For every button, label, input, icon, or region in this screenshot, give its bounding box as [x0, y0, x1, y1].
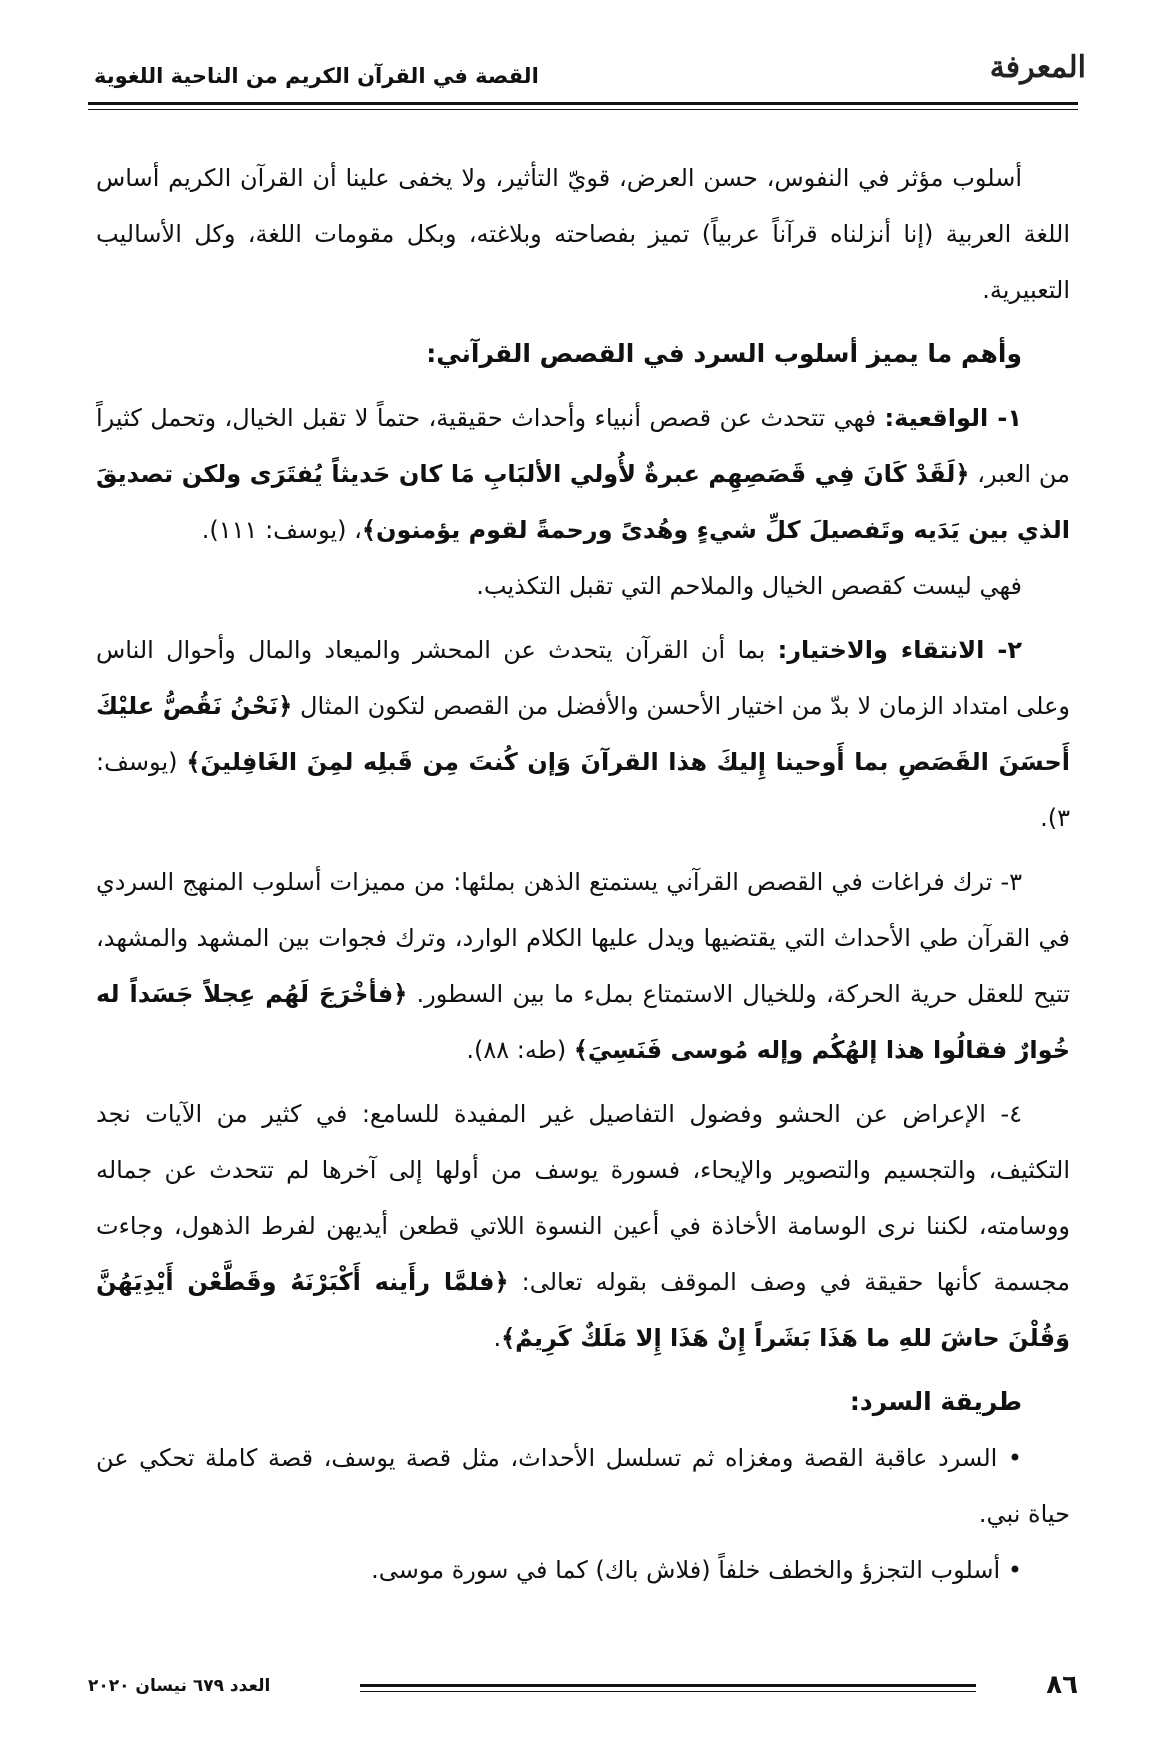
quran-verse: ﴿لَقَدْ كَانَ فِي قَصَصِهِم عبرةٌ لأُولي الألبَابِ مَا كان حَديثاً يُفتَرَى ولكن تصديقَ الذي بين يَدَيه وتَفصيلَ كلِّ شيءٍ وهُدىً ورحمةً لقوم يؤمنون﴾ [96, 460, 1070, 544]
feature-realism-text: فهي تتحدث عن قصص أنبياء وأحداث حقيقية، حتماً لا تقبل الخيال، وتحمل كثيراً من العبر، [96, 404, 1070, 488]
feature-realism-label: ١- الواقعية: [884, 404, 1023, 432]
header-rule-thin [88, 109, 1078, 110]
page-header [70, 40, 1096, 100]
bullet-item: • أسلوب التجزؤ والخطف خلفاً (فلاش باك) كما في سورة موسى. [371, 1556, 1022, 1584]
feature-realism [96, 390, 1070, 558]
page-number: ٨٦ [1046, 1670, 1078, 1700]
feature-selection-label: ٢- الانتقاء والاختيار: [777, 636, 1022, 664]
page-footer [88, 1670, 1078, 1710]
issue-info: العدد ٦٧٩ نيسان ٢٠٢٠ [88, 1676, 271, 1696]
article-body [96, 150, 1070, 1598]
section-heading-narrative-features: وأهم ما يميز أسلوب السرد في القصص القرآني: [426, 339, 1022, 368]
intro-paragraph: أسلوب مؤثر في النفوس، حسن العرض، قويّ التأثير، ولا يخفى علينا أن القرآن الكريم أساس اللغة العربية (إنا أنزلناه قرآناً عربياً) تميز بفصاحته وبلاغته، وبكل مقومات اللغة، وكل الأساليب التعبيرية. [96, 164, 1070, 304]
quran-verse: ﴿نَحْنُ نَقُصُّ عليْكَ أَحسَنَ القَصَصِ بما أَوحينا إِليكَ هذا القرآنَ وَإن كُنتَ مِن قَبلِه لمِنَ الغَافِلينَ﴾ [96, 692, 1070, 776]
magazine-logo: المعرفة [989, 50, 1086, 85]
feature-concision-text: ٤- الإعراض عن الحشو وفضول التفاصيل غير المفيدة للسامع: في كثير من الآيات نجد التكثيف، والتجسيم والتصوير والإيحاء، فسورة يوسف من أولها إلى آخرها لم تتحدث عن جماله ووسامته، لكننا نرى الوسامة الأخاذة في أعين النسوة اللاتي قطعن أيديهن لفرط الذهول، وجاءت مجسمة كأنها حقيقة في وصف الموقف بقوله تعالى: [96, 1100, 1070, 1296]
header-rule-thick [88, 102, 1078, 105]
feature-selection [96, 622, 1070, 846]
feature-concision [96, 1086, 1070, 1366]
feature-gaps-text: ٣- ترك فراغات في القصص القرآني يستمتع الذهن بملئها: من مميزات أسلوب المنهج السردي في القرآن طي الأحداث التي يقتضيها ويدل عليها الكلام الوارد، وترك فجوات بين المشهد والمشهد، تتيح للعقل حرية الحركة، وللخيال الاستمتاع بملء ما بين السطور. [96, 868, 1070, 1008]
verse-reference: (طه: ٨٨). [466, 1036, 574, 1064]
quran-verse: ﴿فأخْرَجَ لَهُم عِجلاً جَسَداً له خُوارٌ فقالُوا هذا إلهُكُم وإله مُوسى فَنَسِيَ﴾ [96, 980, 1070, 1064]
bullet-item: • السرد عاقبة القصة ومغزاه ثم تسلسل الأحداث، مثل قصة يوسف، قصة كاملة تحكي عن حياة نبي. [96, 1444, 1070, 1528]
feature-selection-text: بما أن القرآن يتحدث عن المحشر والميعاد والمال وأحوال الناس وعلى امتداد الزمان لا بدّ من اختيار الأحسن والأفضل من القصص لتكون المثال [96, 636, 1070, 720]
feature-realism-note: فهي ليست كقصص الخيال والملاحم التي تقبل التكذيب. [476, 572, 1022, 600]
running-title: القصة في القرآن الكريم من الناحية اللغوية [94, 64, 539, 88]
verse-reference: (يوسف: ٣). [96, 748, 1070, 832]
feature-gaps [96, 854, 1070, 1078]
section-heading-narration-method: طريقة السرد: [849, 1387, 1022, 1416]
quran-verse: ﴿فلمَّا رأَينه أَكْبَرْنَهُ وقَطَّعْن أَيْدِيَهُنَّ وَقُلْنَ حاشَ للهِ ما هَذَا بَشَراً إِنْ هَذَا إِلا مَلَكٌ كَرِيمٌ﴾ [96, 1268, 1070, 1352]
verse-reference: . [493, 1324, 502, 1352]
verse-reference: ، (يوسف: ١١١). [201, 516, 362, 544]
